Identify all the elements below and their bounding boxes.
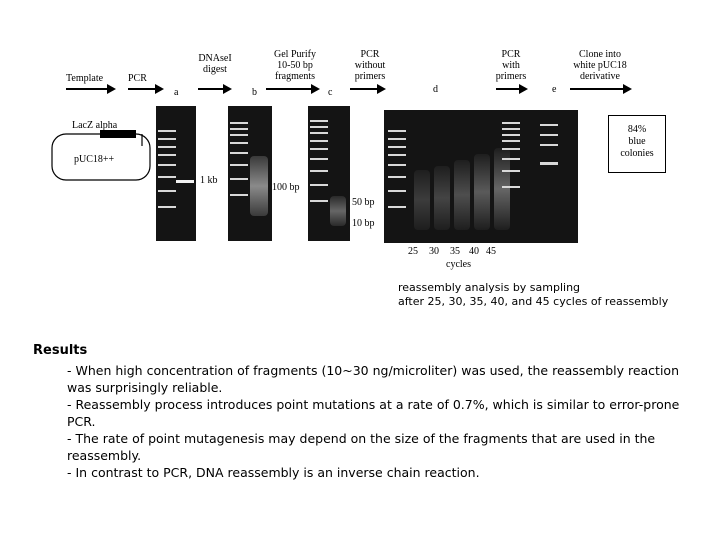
cycle-30-smear bbox=[434, 166, 450, 230]
label-gel-line3: fragments bbox=[275, 71, 315, 82]
gel-lane-c bbox=[308, 106, 350, 241]
label-pcr: PCR bbox=[128, 73, 147, 84]
label-pcrnp-line1: PCR bbox=[360, 49, 380, 60]
label-gel-line2: 10-50 bp bbox=[277, 60, 313, 71]
cycle-label-25: 25 bbox=[408, 246, 418, 257]
label-pcrwp-line2: with bbox=[502, 60, 520, 71]
label-pcrwp-line3: primers bbox=[495, 71, 527, 82]
ladder-lane bbox=[230, 106, 248, 241]
fragment-smear bbox=[330, 196, 346, 226]
lane-letter-c: c bbox=[328, 87, 333, 98]
cycle-label-40: 40 bbox=[469, 246, 479, 257]
label-pcrnp-line2: without bbox=[354, 60, 386, 71]
label-pcrwp-line1: PCR bbox=[501, 49, 521, 60]
results-item: - Reassembly process introduces point mutations at a rate of 0.7%, which is similar to error-prone PCR. bbox=[67, 397, 680, 429]
label-dnase-line1: DNAseI bbox=[198, 53, 232, 64]
size-label-10bp: 10 bp bbox=[352, 218, 375, 229]
arrow-gel bbox=[266, 88, 318, 90]
cycles-axis-label: cycles bbox=[446, 259, 471, 270]
lane-letter-b: b bbox=[252, 87, 257, 98]
lane-letter-a: a bbox=[174, 87, 179, 98]
label-pcr-no-primers bbox=[347, 49, 393, 82]
label-gel-purify bbox=[264, 49, 326, 82]
results-item: - When high concentration of fragments (10~30 ng/microliter) was used, the reassembly reaction was surprisingly reliable. bbox=[67, 363, 679, 395]
results-item: - In contrast to PCR, DNA reassembly is an inverse chain reaction. bbox=[67, 465, 480, 480]
product-lane bbox=[176, 106, 194, 241]
cycle-35-smear bbox=[454, 160, 470, 230]
ladder-lane bbox=[310, 106, 328, 241]
gel-lane-a bbox=[156, 106, 196, 241]
figure-caption-line1: reassembly analysis by sampling bbox=[398, 281, 581, 294]
results-heading: Results bbox=[33, 343, 88, 358]
ladder-lane bbox=[158, 106, 176, 241]
results-item: - The rate of point mutagenesis may depend on the size of the fragments that are used in the reassembly. bbox=[67, 431, 656, 463]
label-dnase-line2: digest bbox=[203, 64, 227, 75]
arrow-pcr bbox=[128, 88, 162, 90]
plasmid-insert-label: LacZ alpha bbox=[72, 120, 118, 131]
label-clone-line1: Clone into bbox=[579, 49, 621, 60]
size-label-100bp: 100 bp bbox=[272, 182, 300, 193]
arrow-pcr-no-primers bbox=[350, 88, 384, 90]
arrow-dnase bbox=[198, 88, 230, 90]
label-gel-line1: Gel Purify bbox=[274, 49, 316, 60]
results-list bbox=[67, 362, 687, 481]
figure-caption-line2: after 25, 30, 35, 40, and 45 cycles of reassembly bbox=[398, 295, 669, 308]
gel-lane-d bbox=[384, 110, 578, 243]
lane-e-product bbox=[540, 110, 558, 243]
result-box bbox=[608, 115, 666, 173]
cycle-label-35: 35 bbox=[450, 246, 460, 257]
arrow-pcr-with-primers bbox=[496, 88, 526, 90]
arrow-clone bbox=[570, 88, 630, 90]
digest-smear bbox=[250, 156, 268, 216]
label-template: Template bbox=[66, 73, 104, 84]
size-label-50bp: 50 bp bbox=[352, 197, 375, 208]
lane-letter-e: e bbox=[552, 84, 557, 95]
result-blue: blue bbox=[628, 136, 646, 147]
plasmid-diagram bbox=[44, 120, 156, 186]
ladder-lane bbox=[388, 110, 406, 243]
label-pcrnp-line3: primers bbox=[354, 71, 386, 82]
cycle-40-smear bbox=[474, 154, 490, 230]
lane-letter-d: d bbox=[433, 84, 438, 95]
gel-lane-b bbox=[228, 106, 272, 241]
result-percent: 84% bbox=[627, 124, 647, 135]
size-label-1kb: 1 kb bbox=[200, 175, 218, 186]
label-pcr-with-primers bbox=[494, 49, 528, 82]
ladder-lane-right bbox=[502, 110, 520, 243]
cycle-label-30: 30 bbox=[429, 246, 439, 257]
label-clone-line2: white pUC18 bbox=[573, 60, 627, 71]
label-dnase bbox=[192, 53, 238, 75]
label-clone bbox=[568, 49, 632, 82]
plasmid-vector-label: pUC18++ bbox=[74, 154, 115, 165]
cycle-25-smear bbox=[414, 170, 430, 230]
result-colonies: colonies bbox=[620, 148, 654, 159]
cycle-label-45: 45 bbox=[486, 246, 496, 257]
label-clone-line3: derivative bbox=[580, 71, 620, 82]
arrow-template bbox=[66, 88, 114, 90]
